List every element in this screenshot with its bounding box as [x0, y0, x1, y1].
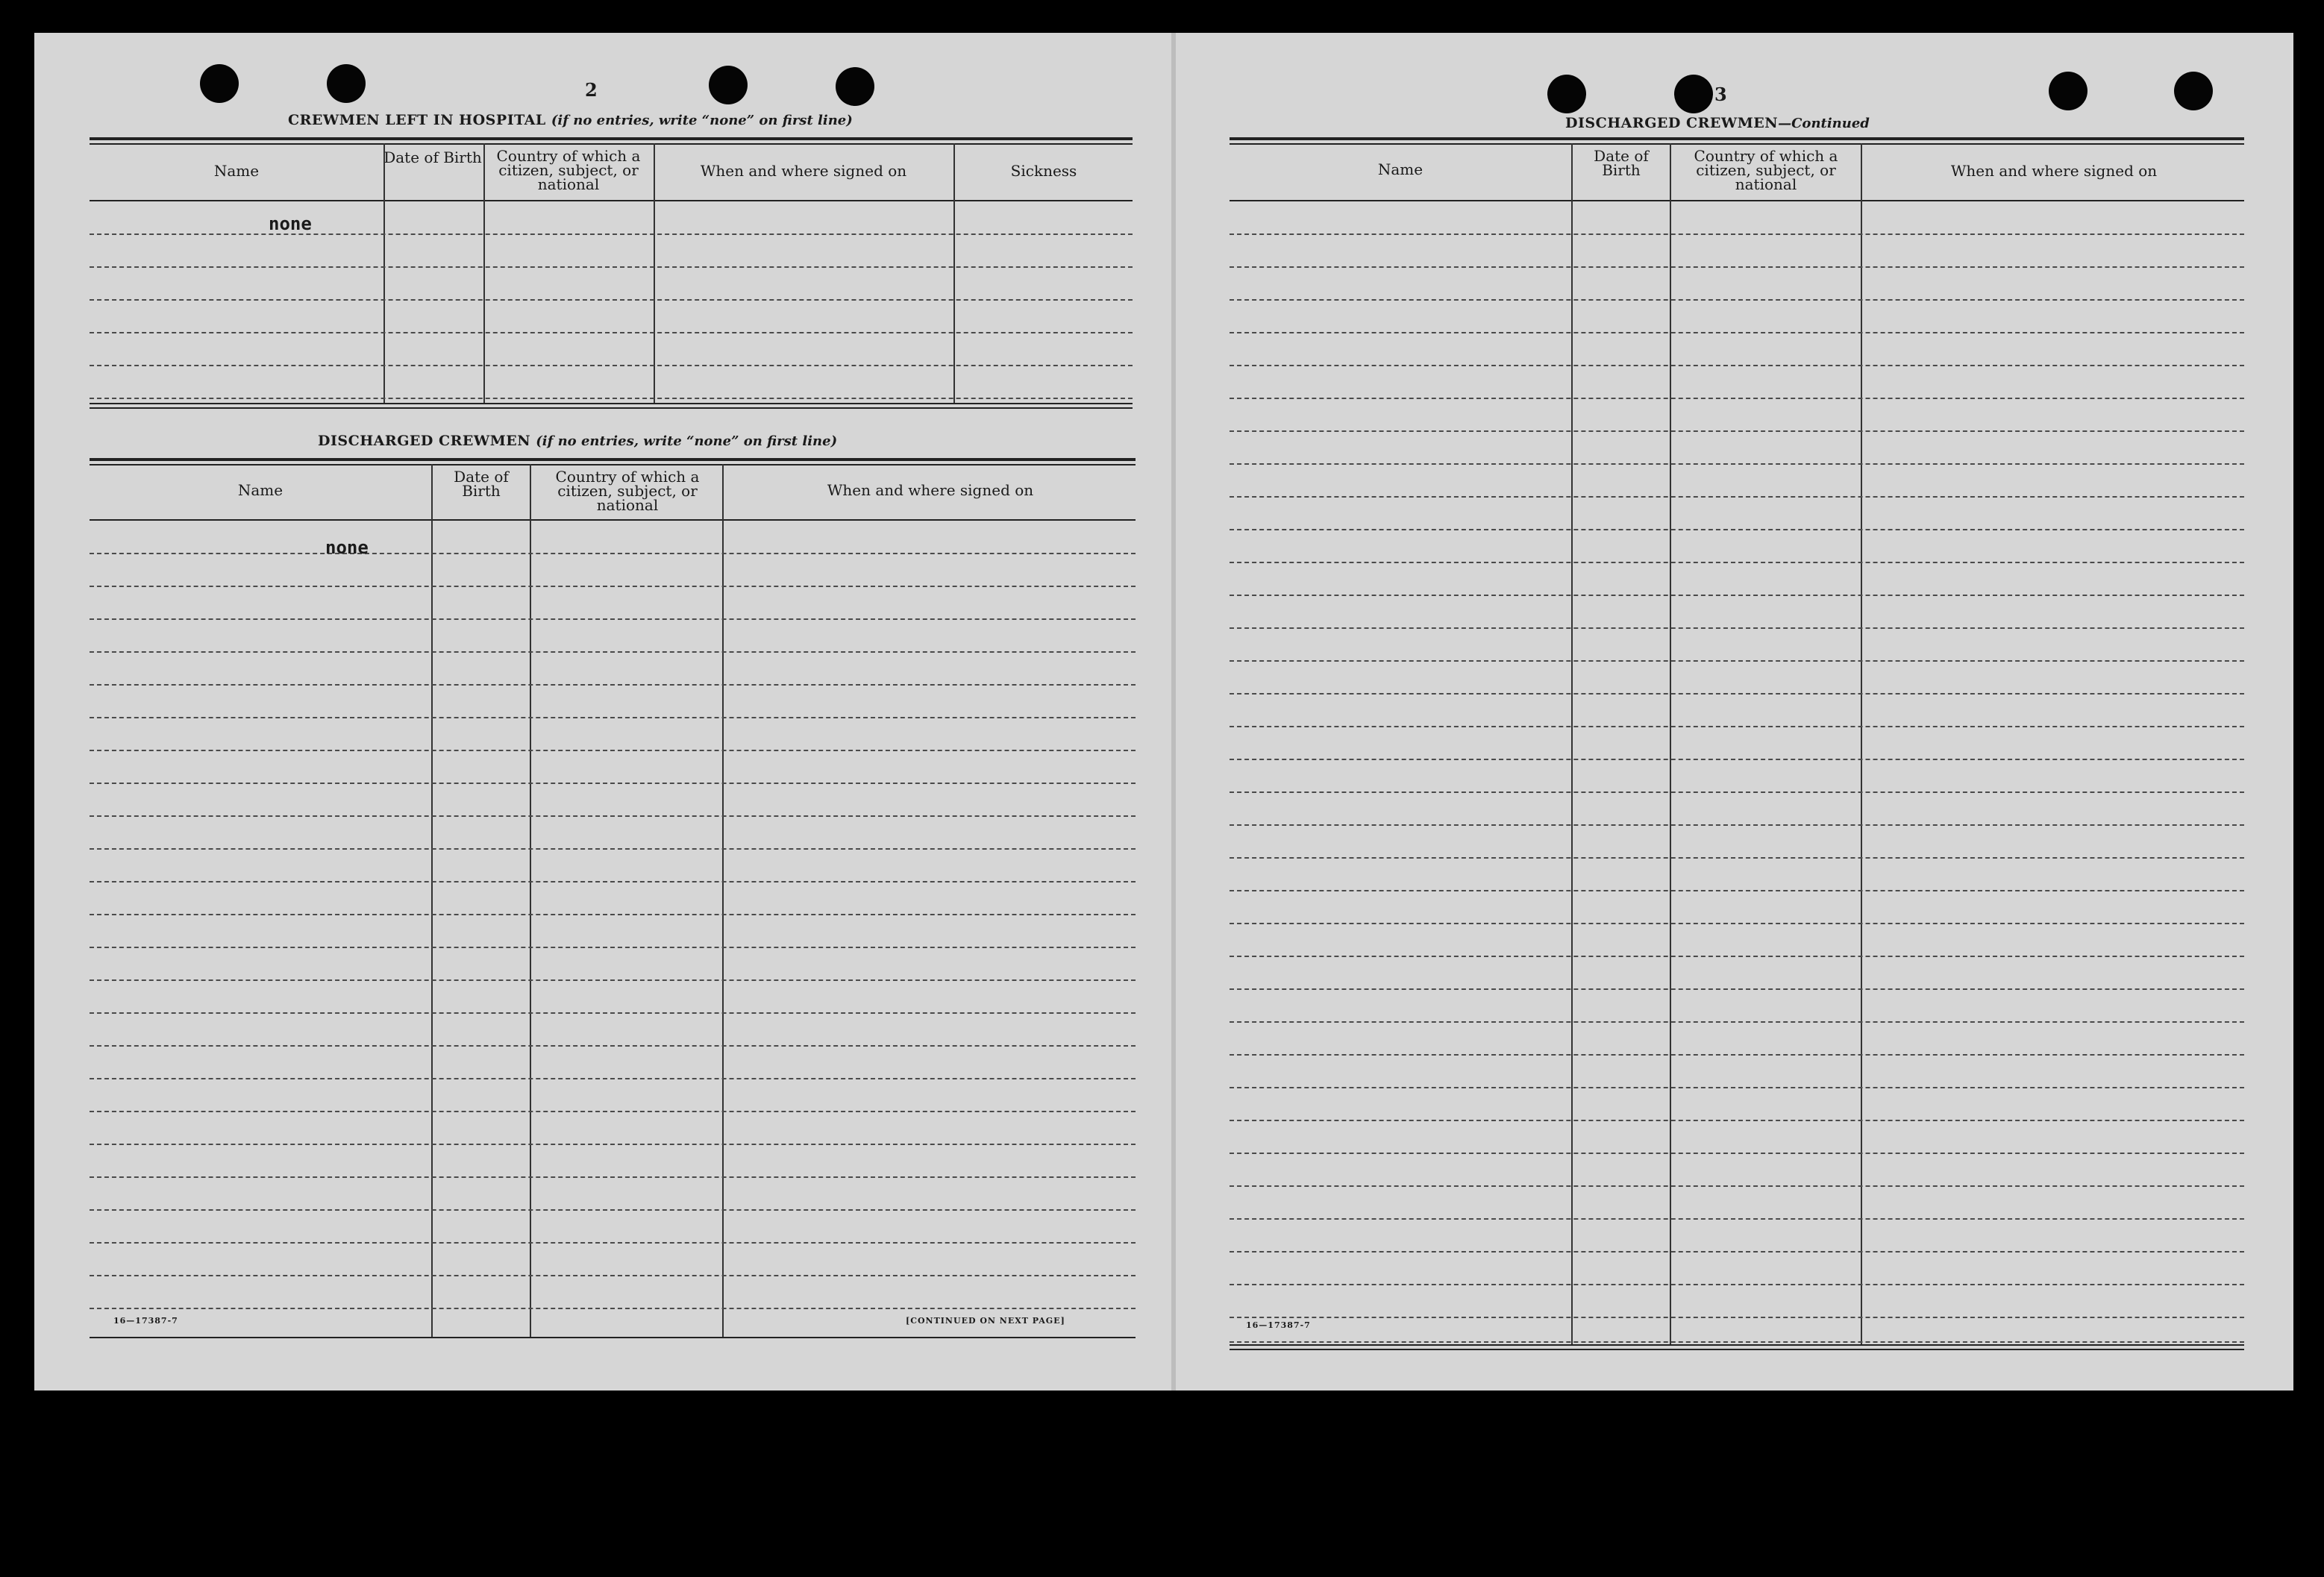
top-rule: [90, 143, 1133, 145]
table-row: [1230, 464, 2244, 498]
table-row: [1230, 1153, 2244, 1187]
discharged-continued-title: DISCHARGED CREWMEN—Continued: [1565, 115, 1870, 131]
table-row: [1230, 891, 2244, 924]
table-row: [90, 750, 1136, 784]
hospital-section-title: CREWMEN LEFT IN HOSPITAL (if no entries, write “none” on first line): [288, 112, 853, 128]
table-row: [90, 1112, 1136, 1145]
right-page: [1176, 33, 2293, 1391]
bottom-rule: [90, 1337, 1136, 1338]
column-header-country: Country of which a citizen, subject, or national: [1694, 147, 1838, 193]
punch-hole: [327, 64, 366, 103]
column-header-name: Name: [213, 162, 260, 180]
column-header-country: Country of which a citizen, subject, or national: [555, 468, 700, 514]
table-row: [90, 1144, 1136, 1178]
table-row: [90, 816, 1136, 850]
table-row: [1230, 1252, 2244, 1285]
table-row: [1230, 300, 2244, 333]
bottom-rule: [90, 403, 1133, 404]
table-row: [1230, 530, 2244, 563]
table-row: [90, 333, 1133, 366]
punch-hole: [1674, 75, 1713, 113]
table-row: [1230, 1219, 2244, 1252]
table-row: [1230, 234, 2244, 268]
punch-hole: [2049, 72, 2087, 110]
table-row: [90, 718, 1136, 751]
table-row: [1230, 661, 2244, 695]
table-row: [1230, 989, 2244, 1023]
table-row: [1230, 431, 2244, 465]
hospital-table-rows: [90, 201, 1133, 403]
table-row: [1230, 792, 2244, 826]
table-row: [90, 234, 1133, 268]
top-rule: [90, 458, 1136, 461]
table-row: [1230, 759, 2244, 793]
discharged-continued-rows: [1230, 201, 2244, 1343]
table-row: [1230, 1088, 2244, 1121]
table-row: [90, 1276, 1136, 1309]
table-row: [90, 849, 1136, 882]
form-number: 16—17387-7: [1246, 1320, 1311, 1330]
table-row: [1230, 267, 2244, 301]
table-row: [90, 1079, 1136, 1112]
table-row: [90, 1210, 1136, 1244]
bottom-rule: [1230, 1349, 2244, 1350]
table-row: [1230, 201, 2244, 235]
discharged-entry-name: none: [325, 537, 369, 558]
table-row: [1230, 1317, 2244, 1343]
table-row: [1230, 825, 2244, 859]
table-row: [1230, 562, 2244, 596]
table-row: [90, 947, 1136, 981]
discharged-table-rows: [90, 521, 1136, 1335]
table-row: [1230, 366, 2244, 399]
table-row: [1230, 858, 2244, 891]
punch-hole: [836, 67, 874, 106]
table-row: [90, 1243, 1136, 1276]
table-row: [90, 521, 1136, 554]
table-row: [1230, 956, 2244, 990]
table-row: [1230, 694, 2244, 727]
table-row: [90, 980, 1136, 1014]
table-row: [90, 1013, 1136, 1047]
table-row: [1230, 1022, 2244, 1056]
top-rule: [90, 137, 1133, 140]
table-row: [90, 619, 1136, 653]
table-row: [1230, 333, 2244, 366]
top-rule: [1230, 143, 2244, 145]
column-header-country: Country of which a citizen, subject, or national: [496, 147, 641, 193]
bottom-rule: [90, 407, 1133, 409]
punch-hole: [200, 64, 239, 103]
table-row: [1230, 595, 2244, 629]
column-header-date-of-birth: Date of Birth: [454, 468, 509, 500]
column-header-sickness: Sickness: [1010, 162, 1077, 180]
bottom-rule: [1230, 1344, 2244, 1346]
table-row: [90, 783, 1136, 817]
table-row: [1230, 1120, 2244, 1154]
table-row: [90, 652, 1136, 686]
continued-note: [CONTINUED ON NEXT PAGE]: [906, 1316, 1065, 1326]
discharged-section-title: DISCHARGED CREWMEN (if no entries, write “none” on first line): [318, 433, 838, 449]
left-page: [34, 33, 1171, 1391]
hospital-entry-name: none: [269, 213, 312, 234]
table-row: [90, 1046, 1136, 1079]
table-row: [90, 915, 1136, 948]
table-row: [90, 366, 1133, 399]
table-row: [1230, 398, 2244, 432]
punch-hole: [709, 66, 748, 104]
top-rule: [90, 464, 1136, 465]
table-row: [1230, 1285, 2244, 1318]
column-header-signed-on: When and where signed on: [1950, 162, 2158, 180]
column-header-signed-on: When and where signed on: [700, 162, 907, 180]
column-header-date-of-birth: Date of Birth: [1594, 147, 1649, 179]
table-row: [1230, 497, 2244, 530]
table-row: [1230, 628, 2244, 662]
table-row: [1230, 1055, 2244, 1088]
table-row: [90, 267, 1133, 301]
form-number: 16—17387-7: [113, 1316, 178, 1326]
column-header-name: Name: [1377, 160, 1423, 178]
punch-hole: [1547, 75, 1586, 113]
table-row: [1230, 727, 2244, 760]
table-row: [90, 554, 1136, 587]
punch-hole: [2174, 72, 2213, 110]
table-row: [90, 1177, 1136, 1211]
top-rule: [1230, 137, 2244, 140]
table-row: [90, 300, 1133, 333]
table-row: [1230, 1186, 2244, 1220]
table-row: [90, 201, 1133, 235]
table-row: [90, 685, 1136, 718]
column-header-signed-on: When and where signed on: [827, 481, 1034, 499]
table-row: [1230, 924, 2244, 957]
column-header-name: Name: [237, 481, 284, 499]
table-row: [90, 882, 1136, 915]
column-header-date-of-birth: Date of Birth: [383, 148, 482, 166]
table-row: [90, 586, 1136, 620]
page-number: 2: [585, 79, 598, 101]
page-number: 3: [1714, 84, 1727, 105]
